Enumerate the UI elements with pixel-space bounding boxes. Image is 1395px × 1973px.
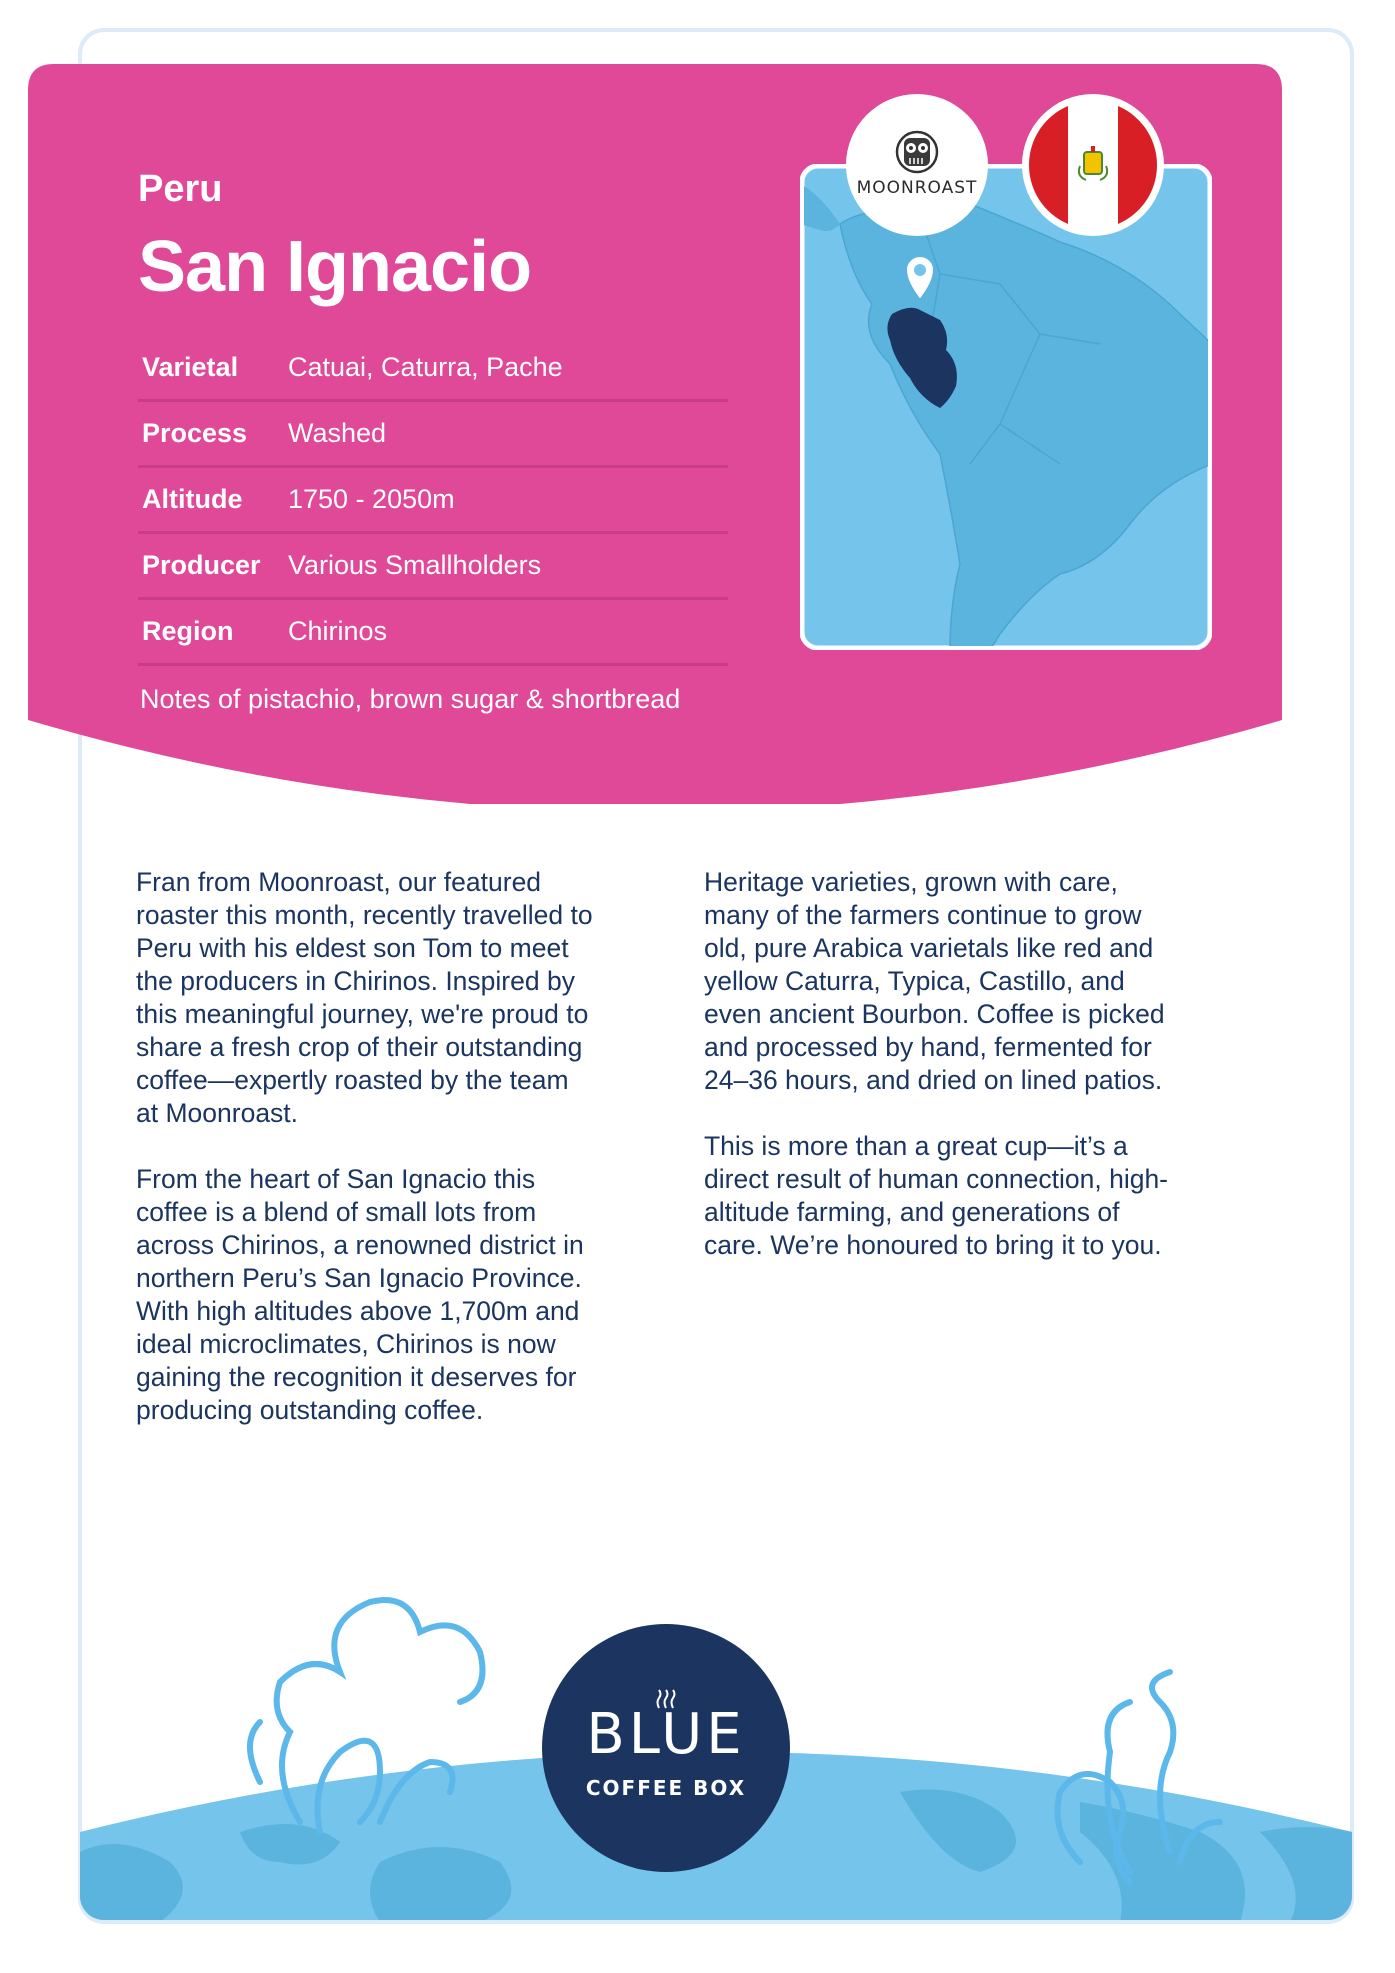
body-paragraph: This is more than a great cup—it’s a direct result of human connection, high- altitude farming, and generations of care. We’re honoured to bring it to you. (704, 1131, 1169, 1260)
spec-row-varietal (138, 336, 728, 402)
roaster-logo-text: MOONROAST (856, 178, 978, 198)
tasting-notes: Notes of pistachio, brown sugar & shortbread (140, 684, 681, 714)
brand-logo-badge (542, 1624, 790, 1872)
spec-label: Region (142, 616, 234, 646)
body-column-right (704, 866, 1224, 1295)
spec-label: Producer (142, 550, 261, 580)
body-paragraph: From the heart of San Ignacio this coffee is a blend of small lots from across Chirinos, a renowned district in northern Peru’s San Ignacio Province. With high altitudes above 1,700m and ideal microclimates, Chirinos is now gaining the recognition it deserves for producing outstanding coffee. (136, 1164, 584, 1425)
spec-value: Chirinos (288, 616, 388, 646)
spec-label: Altitude (142, 484, 243, 514)
spec-table (138, 336, 728, 666)
south-america-map (800, 164, 1212, 650)
peru-flag-badge (1022, 94, 1164, 236)
spec-value: 1750 - 2050m (288, 484, 455, 514)
spec-value: Various Smallholders (288, 550, 542, 580)
roaster-logo-badge (846, 94, 988, 236)
spec-label: Varietal (142, 352, 239, 382)
spec-label: Process (142, 418, 248, 448)
spec-value: Catuai, Caturra, Pache (288, 352, 563, 382)
origin-country: Peru (138, 168, 223, 210)
spec-row-process (138, 402, 728, 468)
coffee-name: San Ignacio (138, 227, 532, 307)
peru-flag-icon (1022, 94, 1164, 236)
body-paragraph: Heritage varieties, grown with care, many of the farmers continue to grow old, pure Arabica varietals like red and yellow Caturra, Typica, Castillo, and even ancient Bourbon. Coffee is picked and processed by hand, fermented for 24–36 hours, and dried on lined patios. (704, 867, 1165, 1095)
brand-subtitle: COFFEE BOX (585, 1776, 747, 1800)
spec-value: Washed (288, 418, 387, 448)
spec-row-producer (138, 534, 728, 600)
spec-row-altitude (138, 468, 728, 534)
spec-row-region (138, 600, 728, 666)
body-paragraph: Fran from Moonroast, our featured roaster this month, recently travelled to Peru with his eldest son Tom to meet the producers in Chirinos. Inspired by this meaningful journey, we're proud to share a fresh crop of their outstanding coffee—expertly roasted by the team at Moonroast. (136, 867, 593, 1128)
brand-name: BLUE (586, 1702, 746, 1767)
body-column-left (136, 866, 636, 1460)
owl-icon (846, 94, 988, 236)
